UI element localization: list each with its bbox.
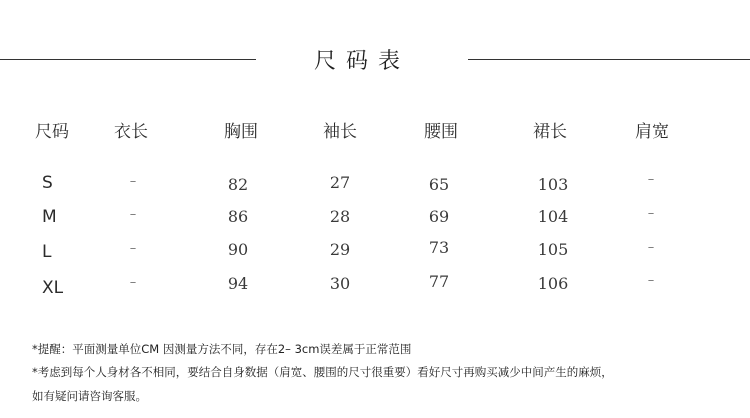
- value-shoulder-xl: –: [647, 273, 655, 288]
- value-sleeve-s: 27: [329, 173, 351, 192]
- header-skirt: 裙长: [533, 122, 567, 142]
- header-shoulder: 肩宽: [635, 122, 669, 142]
- title-rule-right: [468, 59, 750, 60]
- header-waist: 腰围: [424, 122, 458, 142]
- value-shoulder-m: –: [647, 206, 655, 221]
- value-sleeve-xl: 30: [329, 274, 351, 293]
- size-xl: XL: [42, 278, 64, 298]
- size-m: M: [42, 207, 57, 227]
- value-length-m: –: [129, 207, 137, 222]
- value-waist-l: 73: [428, 238, 450, 257]
- title-rule-left: [0, 59, 256, 60]
- value-length-l: –: [129, 241, 137, 256]
- value-bust-l: 90: [227, 240, 249, 259]
- value-length-s: –: [129, 174, 137, 189]
- value-bust-m: 86: [227, 207, 249, 226]
- value-bust-s: 82: [227, 175, 249, 194]
- value-skirt-m: 104: [537, 207, 569, 226]
- value-skirt-xl: 106: [537, 274, 569, 293]
- value-skirt-l: 105: [537, 240, 569, 259]
- value-shoulder-s: –: [647, 172, 655, 187]
- value-waist-m: 69: [428, 207, 450, 226]
- value-length-xl: –: [129, 275, 137, 290]
- note-contact: 如有疑问请咨询客服。: [32, 389, 147, 403]
- header-length: 衣长: [114, 122, 148, 142]
- value-sleeve-m: 28: [329, 207, 351, 226]
- value-waist-s: 65: [428, 175, 450, 194]
- note-measurement: *提醒：平面测量单位CM 因测量方法不同，存在2– 3cm误差属于正常范围: [32, 342, 412, 356]
- header-bust: 胸围: [224, 122, 258, 142]
- size-s: S: [42, 173, 53, 193]
- size-l: L: [42, 242, 52, 262]
- header-size: 尺码: [35, 122, 69, 142]
- page-title: 尺码表: [313, 49, 410, 74]
- header-sleeve: 袖长: [323, 122, 357, 142]
- note-fit-advice: *考虑到每个人身材各不相同，要结合自身数据（肩宽、腰围的尺寸很重要）看好尺寸再购买减少中间产生的麻烦，: [32, 365, 613, 379]
- value-skirt-s: 103: [537, 175, 569, 194]
- value-waist-xl: 77: [428, 272, 450, 291]
- value-bust-xl: 94: [227, 274, 249, 293]
- value-sleeve-l: 29: [329, 240, 351, 259]
- value-shoulder-l: –: [647, 240, 655, 255]
